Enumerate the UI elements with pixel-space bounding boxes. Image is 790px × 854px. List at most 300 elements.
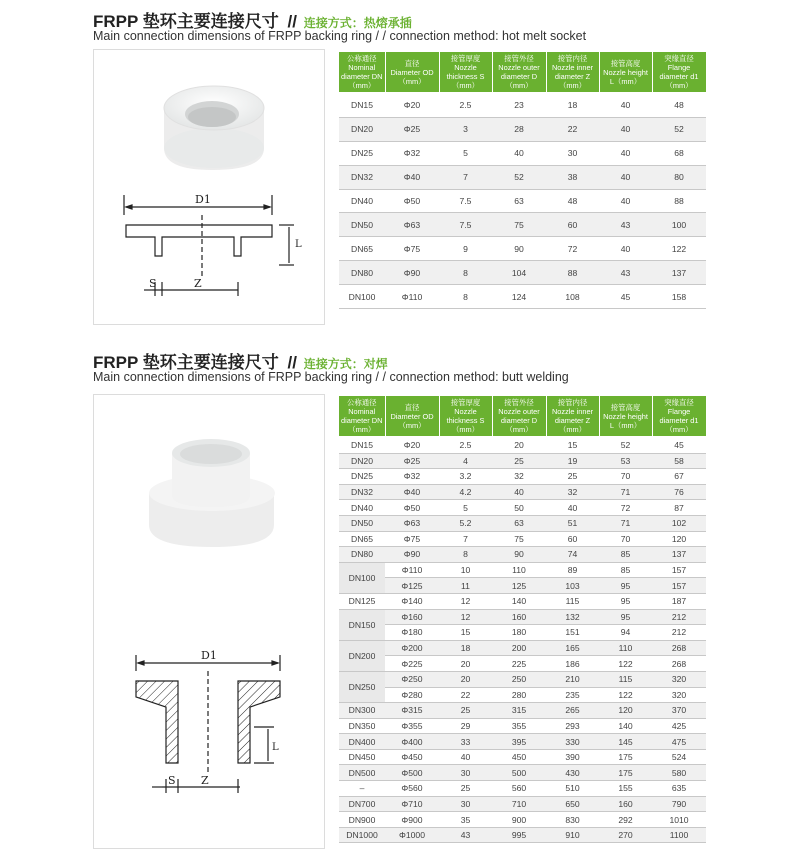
label-l: L — [272, 742, 279, 753]
header-cell: 接管外径 Nozzle outer diameter D（mm） — [492, 396, 546, 437]
section1-connection-method: 连接方式：热熔承插 — [303, 16, 412, 30]
table-cell: 33 — [439, 734, 492, 750]
header-cell: 接管外径 Nozzle outer diameter D（mm） — [492, 52, 546, 93]
butt-weld-ring-photo — [149, 439, 275, 547]
table-cell: 43 — [439, 827, 492, 843]
table-cell: 95 — [599, 609, 652, 625]
table-cell: 5 — [439, 141, 492, 165]
table-cell: 95 — [599, 578, 652, 594]
table-row — [339, 93, 706, 117]
table-cell: Φ50 — [385, 500, 439, 516]
table-row — [339, 718, 706, 734]
table-cell: 22 — [439, 687, 492, 703]
table-cell: 122 — [599, 687, 652, 703]
table-cell: 370 — [652, 703, 706, 719]
dn-cell: DN400 — [339, 734, 385, 750]
table-cell: 104 — [492, 261, 546, 285]
table-cell: Φ280 — [385, 687, 439, 703]
table-cell: 425 — [652, 718, 706, 734]
table-cell: 151 — [546, 625, 599, 641]
table-cell: 20 — [439, 656, 492, 672]
table-cell: 315 — [492, 703, 546, 719]
table-cell: 9 — [439, 237, 492, 261]
dn-cell: DN50 — [339, 213, 385, 237]
table-cell: 95 — [599, 593, 652, 609]
table-cell: 25 — [546, 469, 599, 485]
table-cell: 25 — [492, 453, 546, 469]
table-cell: 40 — [599, 93, 652, 117]
table-cell: 910 — [546, 827, 599, 843]
table-cell: 200 — [492, 640, 546, 656]
table-cell: 28 — [492, 117, 546, 141]
table-row — [339, 656, 706, 672]
table-cell: 72 — [546, 237, 599, 261]
table-cell: 330 — [546, 734, 599, 750]
table-cell: 94 — [599, 625, 652, 641]
table-cell: 103 — [546, 578, 599, 594]
dn-cell: DN250 — [339, 671, 385, 702]
table-cell: 122 — [652, 237, 706, 261]
table-cell: 212 — [652, 609, 706, 625]
table-cell: 85 — [599, 547, 652, 563]
header-cell: 公称通径 Nominal diameter DN（mm） — [339, 396, 385, 437]
table-cell: 18 — [439, 640, 492, 656]
table-cell: 15 — [439, 625, 492, 641]
header-cell: 接管厚度 Nozzle thickness S（mm） — [439, 396, 492, 437]
table-cell: 8 — [439, 547, 492, 563]
table-cell: 89 — [546, 562, 599, 578]
table-cell: 3.2 — [439, 469, 492, 485]
table-row — [339, 671, 706, 687]
table-cell: Φ50 — [385, 189, 439, 213]
table-cell: 110 — [599, 640, 652, 656]
table-cell: 900 — [492, 812, 546, 828]
dn-cell: DN20 — [339, 117, 385, 141]
table-row — [339, 261, 706, 285]
table-cell: Φ110 — [385, 562, 439, 578]
section2-connection-method: 连接方式：对焊 — [303, 357, 388, 371]
table-cell: 71 — [599, 484, 652, 500]
table-cell: 25 — [439, 781, 492, 797]
section2-figure — [94, 395, 324, 848]
butt-weld-section-drawing — [136, 655, 280, 793]
table-cell: Φ32 — [385, 469, 439, 485]
table-row — [339, 781, 706, 797]
table-cell: 293 — [546, 718, 599, 734]
table-row — [339, 562, 706, 578]
table-cell: Φ63 — [385, 213, 439, 237]
table-row — [339, 500, 706, 516]
table-cell: 158 — [652, 285, 706, 309]
table-cell: Φ160 — [385, 609, 439, 625]
dn-cell: DN80 — [339, 547, 385, 563]
table-cell: 30 — [546, 141, 599, 165]
table-cell: 40 — [599, 189, 652, 213]
table-cell: 18 — [546, 93, 599, 117]
table-cell: 68 — [652, 141, 706, 165]
table-cell: 43 — [599, 261, 652, 285]
table-cell: 8 — [439, 261, 492, 285]
table-row — [339, 625, 706, 641]
table-cell: 32 — [492, 469, 546, 485]
dn-cell: DN450 — [339, 749, 385, 765]
table-row — [339, 812, 706, 828]
hot-melt-ring-photo — [164, 86, 264, 170]
table-cell: 8 — [439, 285, 492, 309]
section2-title-slash: // — [287, 353, 297, 372]
table-cell: 15 — [546, 437, 599, 453]
table-cell: 175 — [599, 765, 652, 781]
table-row — [339, 237, 706, 261]
table-cell: 25 — [439, 703, 492, 719]
table-cell: 12 — [439, 593, 492, 609]
dn-cell: DN700 — [339, 796, 385, 812]
header-cell: 直径 Diameter OD（mm） — [385, 52, 439, 93]
table-cell: 450 — [492, 749, 546, 765]
table-cell: 4 — [439, 453, 492, 469]
table-cell: 50 — [492, 500, 546, 516]
dn-cell: DN65 — [339, 237, 385, 261]
table-cell: 2.5 — [439, 93, 492, 117]
table-cell: Φ20 — [385, 437, 439, 453]
table-row — [339, 165, 706, 189]
dn-cell: DN150 — [339, 609, 385, 640]
table-cell: 3 — [439, 117, 492, 141]
label-l: L — [295, 239, 302, 250]
table-cell: 124 — [492, 285, 546, 309]
table-cell: Φ355 — [385, 718, 439, 734]
section1-spec-table — [339, 52, 707, 309]
table-cell: Φ1000 — [385, 827, 439, 843]
table-cell: 88 — [546, 261, 599, 285]
label-z: Z — [194, 277, 202, 290]
table-cell: Φ110 — [385, 285, 439, 309]
header-cell: 公称通径 Nominal diameter DN（mm） — [339, 52, 385, 93]
table-cell: 7 — [439, 531, 492, 547]
table-cell: 20 — [492, 437, 546, 453]
table-cell: 40 — [599, 117, 652, 141]
section2-header-row — [339, 396, 706, 437]
table-cell: 140 — [599, 718, 652, 734]
table-row — [339, 765, 706, 781]
table-row — [339, 469, 706, 485]
table-cell: 165 — [546, 640, 599, 656]
table-cell: 524 — [652, 749, 706, 765]
table-cell: 29 — [439, 718, 492, 734]
table-cell: Φ250 — [385, 671, 439, 687]
table-cell: 75 — [492, 213, 546, 237]
dn-cell: DN1000 — [339, 827, 385, 843]
table-cell: 430 — [546, 765, 599, 781]
table-cell: 132 — [546, 609, 599, 625]
table-cell: Φ63 — [385, 515, 439, 531]
dn-cell: DN300 — [339, 703, 385, 719]
table-cell: 30 — [439, 765, 492, 781]
table-cell: Φ400 — [385, 734, 439, 750]
table-row — [339, 749, 706, 765]
table-cell: 48 — [546, 189, 599, 213]
table-cell: 40 — [599, 141, 652, 165]
dn-cell: DN50 — [339, 515, 385, 531]
section2-title-main: FRPP 垫环主要连接尺寸 — [93, 353, 279, 372]
table-cell: 7 — [439, 165, 492, 189]
table-row — [339, 117, 706, 141]
table-cell: 52 — [599, 437, 652, 453]
table-cell: 580 — [652, 765, 706, 781]
table-cell: 140 — [492, 593, 546, 609]
table-row — [339, 213, 706, 237]
table-cell: 52 — [652, 117, 706, 141]
table-cell: 268 — [652, 656, 706, 672]
table-cell: 53 — [599, 453, 652, 469]
table-cell: 45 — [652, 437, 706, 453]
table-cell: 475 — [652, 734, 706, 750]
table-cell: 38 — [546, 165, 599, 189]
table-cell: 75 — [492, 531, 546, 547]
table-cell: 500 — [492, 765, 546, 781]
section1-figure — [94, 50, 324, 324]
table-cell: 40 — [492, 484, 546, 500]
table-cell: 790 — [652, 796, 706, 812]
table-cell: 70 — [599, 531, 652, 547]
table-cell: 115 — [599, 671, 652, 687]
section1-subtitle: Main connection dimensions of FRPP backing ring / / connection method: hot melt socket — [93, 29, 587, 43]
table-cell: 19 — [546, 453, 599, 469]
table-cell: 40 — [439, 749, 492, 765]
section2-spec-table — [339, 396, 707, 843]
dn-cell: DN25 — [339, 141, 385, 165]
table-cell: 11 — [439, 578, 492, 594]
dn-cell: DN32 — [339, 484, 385, 500]
table-row — [339, 687, 706, 703]
table-cell: 115 — [546, 593, 599, 609]
table-row — [339, 285, 706, 309]
table-cell: Φ200 — [385, 640, 439, 656]
table-row — [339, 734, 706, 750]
table-row — [339, 189, 706, 213]
table-row — [339, 531, 706, 547]
label-d1: D1 — [201, 649, 217, 662]
table-cell: 7.5 — [439, 189, 492, 213]
table-cell: 12 — [439, 609, 492, 625]
table-cell: Φ20 — [385, 93, 439, 117]
dn-cell: DN900 — [339, 812, 385, 828]
table-cell: Φ180 — [385, 625, 439, 641]
table-row — [339, 547, 706, 563]
table-cell: 175 — [599, 749, 652, 765]
dn-cell: DN100 — [339, 285, 385, 309]
table-row — [339, 437, 706, 453]
header-cell: 接管厚度 Nozzle thickness S（mm） — [439, 52, 492, 93]
table-cell: 650 — [546, 796, 599, 812]
table-cell: Φ32 — [385, 141, 439, 165]
table-cell: 90 — [492, 237, 546, 261]
table-cell: 30 — [439, 796, 492, 812]
table-row — [339, 827, 706, 843]
table-cell: 102 — [652, 515, 706, 531]
table-cell: 60 — [546, 531, 599, 547]
dn-cell: DN80 — [339, 261, 385, 285]
table-cell: 110 — [492, 562, 546, 578]
table-cell: 76 — [652, 484, 706, 500]
section1-title-main: FRPP 垫环主要连接尺寸 — [93, 12, 279, 31]
table-cell: Φ90 — [385, 261, 439, 285]
table-cell: 160 — [492, 609, 546, 625]
table-row — [339, 141, 706, 165]
table-cell: 210 — [546, 671, 599, 687]
table-cell: 43 — [599, 213, 652, 237]
table-cell: 4.2 — [439, 484, 492, 500]
table-cell: 212 — [652, 625, 706, 641]
table-cell: 292 — [599, 812, 652, 828]
table-row — [339, 453, 706, 469]
table-cell: Φ140 — [385, 593, 439, 609]
table-cell: 155 — [599, 781, 652, 797]
header-cell: 突缘直径 Flange diameter d1（mm） — [652, 396, 706, 437]
dn-cell: – — [339, 781, 385, 797]
table-cell: 635 — [652, 781, 706, 797]
table-cell: 70 — [599, 469, 652, 485]
table-cell: 32 — [546, 484, 599, 500]
table-cell: 320 — [652, 687, 706, 703]
table-cell: 87 — [652, 500, 706, 516]
dn-cell: DN40 — [339, 500, 385, 516]
table-cell: Φ40 — [385, 484, 439, 500]
table-cell: 1100 — [652, 827, 706, 843]
table-cell: 108 — [546, 285, 599, 309]
table-cell: 35 — [439, 812, 492, 828]
table-cell: Φ315 — [385, 703, 439, 719]
label-z: Z — [201, 774, 209, 787]
table-row — [339, 640, 706, 656]
table-cell: 63 — [492, 189, 546, 213]
dn-cell: DN65 — [339, 531, 385, 547]
table-cell: 71 — [599, 515, 652, 531]
table-cell: 100 — [652, 213, 706, 237]
dn-cell: DN500 — [339, 765, 385, 781]
header-cell: 接管高度 Nozzle height L（mm） — [599, 396, 652, 437]
table-cell: 40 — [599, 237, 652, 261]
table-cell: Φ25 — [385, 453, 439, 469]
table-cell: 830 — [546, 812, 599, 828]
table-row — [339, 484, 706, 500]
table-cell: 137 — [652, 547, 706, 563]
dn-cell: DN15 — [339, 437, 385, 453]
header-cell: 接管高度 Nozzle height L（mm） — [599, 52, 652, 93]
table-cell: 80 — [652, 165, 706, 189]
table-cell: Φ40 — [385, 165, 439, 189]
table-cell: 995 — [492, 827, 546, 843]
table-cell: Φ75 — [385, 531, 439, 547]
section1-title-slash: // — [287, 12, 297, 31]
table-cell: Φ225 — [385, 656, 439, 672]
table-cell: 88 — [652, 189, 706, 213]
table-cell: Φ75 — [385, 237, 439, 261]
table-cell: 60 — [546, 213, 599, 237]
table-row — [339, 796, 706, 812]
table-cell: 320 — [652, 671, 706, 687]
header-cell: 直径 Diameter OD（mm） — [385, 396, 439, 437]
table-cell: 180 — [492, 625, 546, 641]
table-cell: Φ500 — [385, 765, 439, 781]
table-cell: Φ25 — [385, 117, 439, 141]
table-cell: 48 — [652, 93, 706, 117]
table-cell: 72 — [599, 500, 652, 516]
table-row — [339, 703, 706, 719]
header-cell: 接管内径 Nozzle inner diameter Z（mm） — [546, 52, 599, 93]
dn-cell: DN100 — [339, 562, 385, 593]
table-cell: 23 — [492, 93, 546, 117]
table-cell: 560 — [492, 781, 546, 797]
table-cell: 145 — [599, 734, 652, 750]
table-cell: Φ900 — [385, 812, 439, 828]
table-cell: 2.5 — [439, 437, 492, 453]
table-cell: 395 — [492, 734, 546, 750]
table-cell: 22 — [546, 117, 599, 141]
table-cell: 710 — [492, 796, 546, 812]
table-row — [339, 578, 706, 594]
table-cell: 250 — [492, 671, 546, 687]
table-cell: 90 — [492, 547, 546, 563]
section2-subtitle: Main connection dimensions of FRPP backing ring / / connection method: butt welding — [93, 370, 569, 384]
table-cell: Φ450 — [385, 749, 439, 765]
dn-cell: DN25 — [339, 469, 385, 485]
table-cell: 52 — [492, 165, 546, 189]
table-row — [339, 515, 706, 531]
table-row — [339, 609, 706, 625]
table-cell: 5 — [439, 500, 492, 516]
table-cell: 120 — [652, 531, 706, 547]
dn-cell: DN32 — [339, 165, 385, 189]
table-cell: 1010 — [652, 812, 706, 828]
table-cell: 186 — [546, 656, 599, 672]
section2-product-panel — [93, 394, 325, 849]
table-cell: 51 — [546, 515, 599, 531]
table-cell: 225 — [492, 656, 546, 672]
table-cell: 265 — [546, 703, 599, 719]
header-cell: 接管内径 Nozzle inner diameter Z（mm） — [546, 396, 599, 437]
dn-cell: DN125 — [339, 593, 385, 609]
table-cell: 85 — [599, 562, 652, 578]
table-cell: 20 — [439, 671, 492, 687]
table-cell: 120 — [599, 703, 652, 719]
table-cell: 510 — [546, 781, 599, 797]
table-cell: Φ560 — [385, 781, 439, 797]
table-cell: 235 — [546, 687, 599, 703]
table-cell: 5.2 — [439, 515, 492, 531]
table-cell: 160 — [599, 796, 652, 812]
table-cell: 40 — [599, 165, 652, 189]
section1-product-panel — [93, 49, 325, 325]
table-cell: 125 — [492, 578, 546, 594]
table-cell: 157 — [652, 562, 706, 578]
table-cell: 7.5 — [439, 213, 492, 237]
table-cell: 270 — [599, 827, 652, 843]
table-cell: 355 — [492, 718, 546, 734]
dn-cell: DN350 — [339, 718, 385, 734]
label-s: S — [149, 277, 157, 290]
table-cell: Φ710 — [385, 796, 439, 812]
table-cell: 390 — [546, 749, 599, 765]
table-cell: 268 — [652, 640, 706, 656]
table-cell: 63 — [492, 515, 546, 531]
section1-header-row — [339, 52, 706, 93]
table-cell: 40 — [546, 500, 599, 516]
table-cell: 137 — [652, 261, 706, 285]
table-cell: 157 — [652, 578, 706, 594]
table-cell: 10 — [439, 562, 492, 578]
dn-cell: DN200 — [339, 640, 385, 671]
